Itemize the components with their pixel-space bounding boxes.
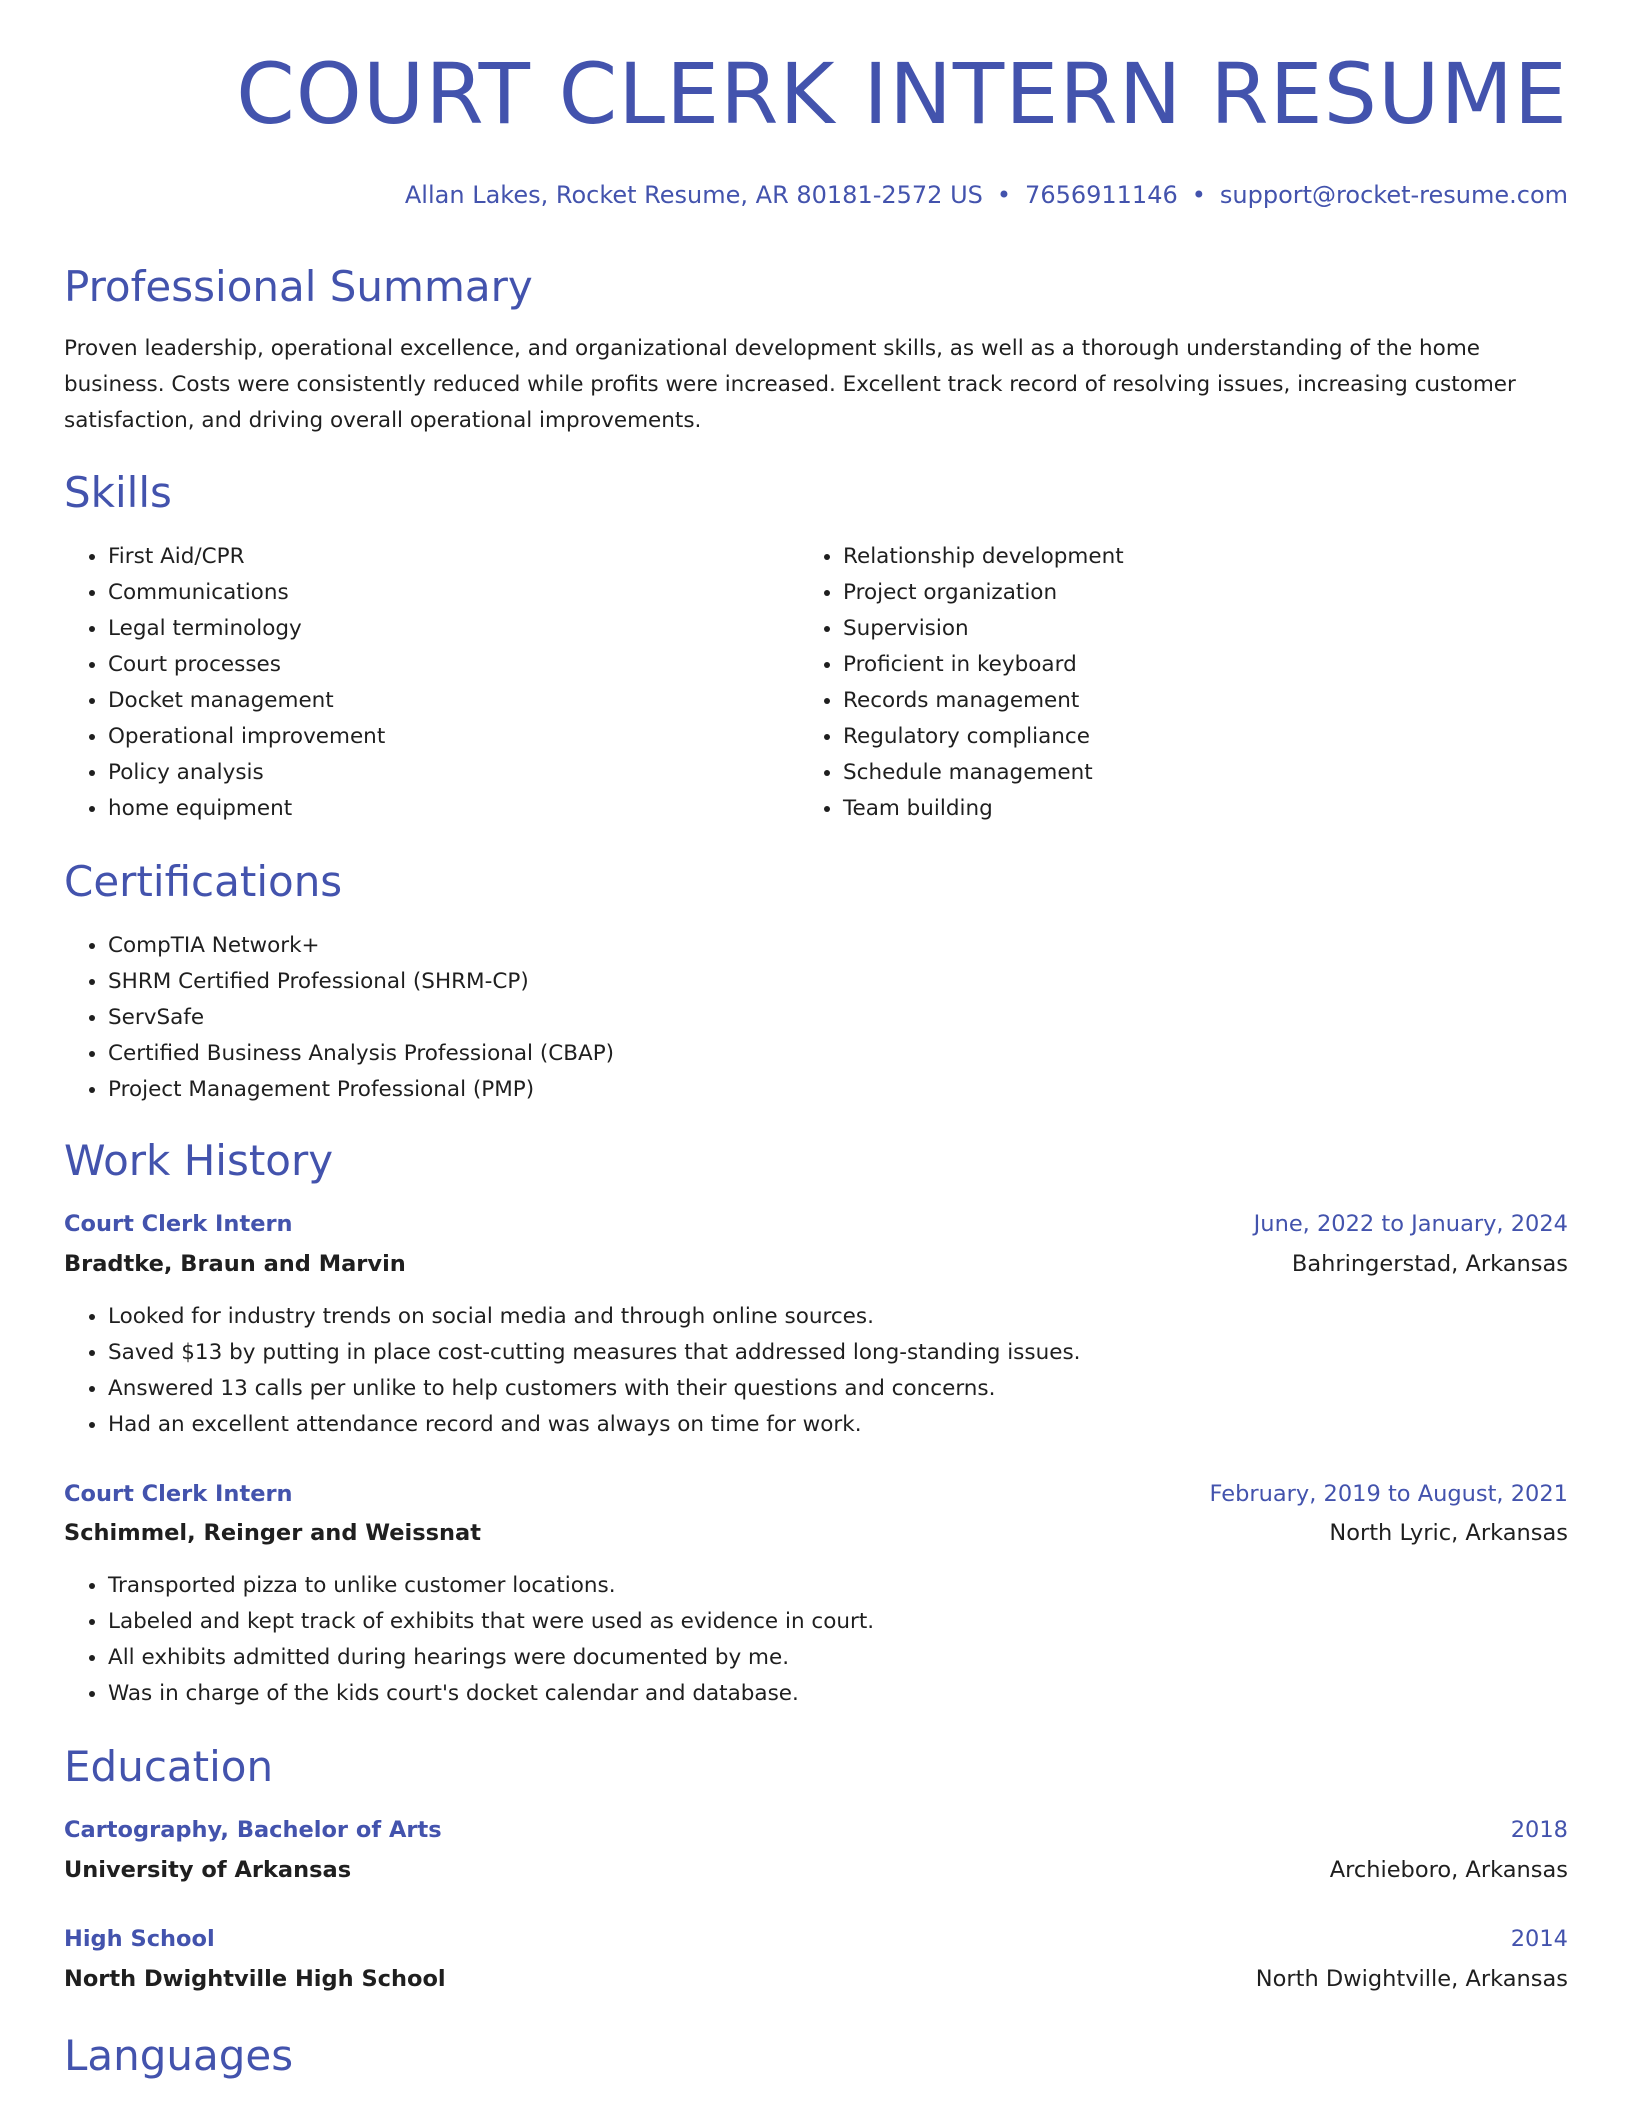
skill-item: • Operational improvement xyxy=(108,718,385,754)
contact-phone: 7656911146 xyxy=(1025,181,1178,209)
skill-item: • Legal terminology xyxy=(108,610,385,646)
job-location: Bahringerstad, Arkansas xyxy=(1291,1251,1568,1277)
job-bullets xyxy=(64,1298,1080,1442)
certification-item: • CompTIA Network+ xyxy=(108,927,614,963)
job-location: North Lyric, Arkansas xyxy=(1329,1520,1568,1546)
contact-line xyxy=(405,181,1568,209)
job-bullet: • Transported pizza to unlike customer locations. xyxy=(108,1567,874,1603)
skill-item: • Records management xyxy=(843,682,1124,718)
education-location: Archieboro, Arkansas xyxy=(1329,1857,1568,1883)
job-employer-row xyxy=(64,1248,1568,1280)
certification-item: • Project Management Professional (PMP) xyxy=(108,1071,614,1107)
education-header xyxy=(64,1923,1568,1955)
education-school: University of Arkansas xyxy=(64,1857,352,1883)
education-school-row xyxy=(64,1854,1568,1886)
education-heading: Education xyxy=(64,1742,274,1791)
skill-item: • Policy analysis xyxy=(108,754,385,790)
education-header xyxy=(64,1814,1568,1846)
summary-text: Proven leadership, operational excellence, and organizational development skills, as well as a thorough understanding of the home business. Costs were consistently reduced while profits were increased. Excellent track record of resolving issues, increasing customer satisfaction, and driving overall operational improvements. xyxy=(64,336,1516,433)
education-degree: High School xyxy=(64,1926,215,1952)
resume-title: COURT CLERK INTERN RESUME xyxy=(236,45,1568,143)
job-employer-row xyxy=(64,1517,1568,1549)
education-school-row xyxy=(64,1963,1568,1995)
education-school: North Dwightville High School xyxy=(64,1966,446,1992)
skill-item: • Team building xyxy=(843,790,1124,826)
job-bullet: • Labeled and kept track of exhibits that were used as evidence in court. xyxy=(108,1603,874,1639)
job-company: Bradtke, Braun and Marvin xyxy=(64,1251,406,1277)
contact-email[interactable]: support@rocket-resume.com xyxy=(1219,181,1568,209)
job-bullet: • All exhibits admitted during hearings were documented by me. xyxy=(108,1639,874,1675)
job-dates: June, 2022 to January, 2024 xyxy=(1253,1211,1568,1237)
job-title: Court Clerk Intern xyxy=(64,1481,293,1507)
education-degree: Cartography, Bachelor of Arts xyxy=(64,1817,442,1843)
job-bullet: • Answered 13 calls per unlike to help customers with their questions and concerns. xyxy=(108,1370,1080,1406)
skills-list-left xyxy=(64,538,385,826)
job-dates: February, 2019 to August, 2021 xyxy=(1209,1481,1568,1507)
job-bullets xyxy=(64,1567,874,1711)
job-header xyxy=(64,1478,1568,1510)
certification-item: • Certified Business Analysis Professional (CBAP) xyxy=(108,1035,614,1071)
languages-heading: Languages xyxy=(64,2031,294,2080)
skill-item: • Communications xyxy=(108,574,385,610)
certification-item: • ServSafe xyxy=(108,999,614,1035)
skill-item: • Project organization xyxy=(843,574,1124,610)
skill-item: • Docket management xyxy=(108,682,385,718)
skill-item: • Relationship development xyxy=(843,538,1124,574)
contact-address: Allan Lakes, Rocket Resume, AR 80181-2572 US xyxy=(404,181,983,209)
job-bullet: • Looked for industry trends on social media and through online sources. xyxy=(108,1298,1080,1334)
work-history-heading: Work History xyxy=(64,1136,334,1185)
education-year: 2014 xyxy=(1510,1926,1568,1952)
certifications-list xyxy=(64,927,614,1107)
contact-separator: • xyxy=(1191,181,1206,209)
job-company: Schimmel, Reinger and Weissnat xyxy=(64,1520,481,1546)
education-location: North Dwightville, Arkansas xyxy=(1255,1966,1568,1992)
summary-heading: Professional Summary xyxy=(64,262,533,311)
job-bullet: • Was in charge of the kids court's docket calendar and database. xyxy=(108,1675,874,1711)
certification-item: • SHRM Certified Professional (SHRM-CP) xyxy=(108,963,614,999)
skill-item: • Proficient in keyboard xyxy=(843,646,1124,682)
skill-item: • Schedule management xyxy=(843,754,1124,790)
contact-separator: • xyxy=(996,181,1012,209)
skills-heading: Skills xyxy=(64,468,172,517)
job-bullet: • Had an excellent attendance record and was always on time for work. xyxy=(108,1406,1080,1442)
skills-list-right xyxy=(799,538,1124,826)
skill-item: • First Aid/CPR xyxy=(108,538,385,574)
certifications-heading: Certifications xyxy=(64,857,343,906)
job-bullet: • Saved $13 by putting in place cost-cutting measures that addressed long-standing issues. xyxy=(108,1334,1080,1370)
skill-item: • home equipment xyxy=(108,790,385,826)
skill-item: • Regulatory compliance xyxy=(843,718,1124,754)
education-year: 2018 xyxy=(1510,1817,1568,1843)
skill-item: • Supervision xyxy=(843,610,1124,646)
job-header xyxy=(64,1208,1568,1240)
job-title: Court Clerk Intern xyxy=(64,1211,293,1237)
skill-item: • Court processes xyxy=(108,646,385,682)
